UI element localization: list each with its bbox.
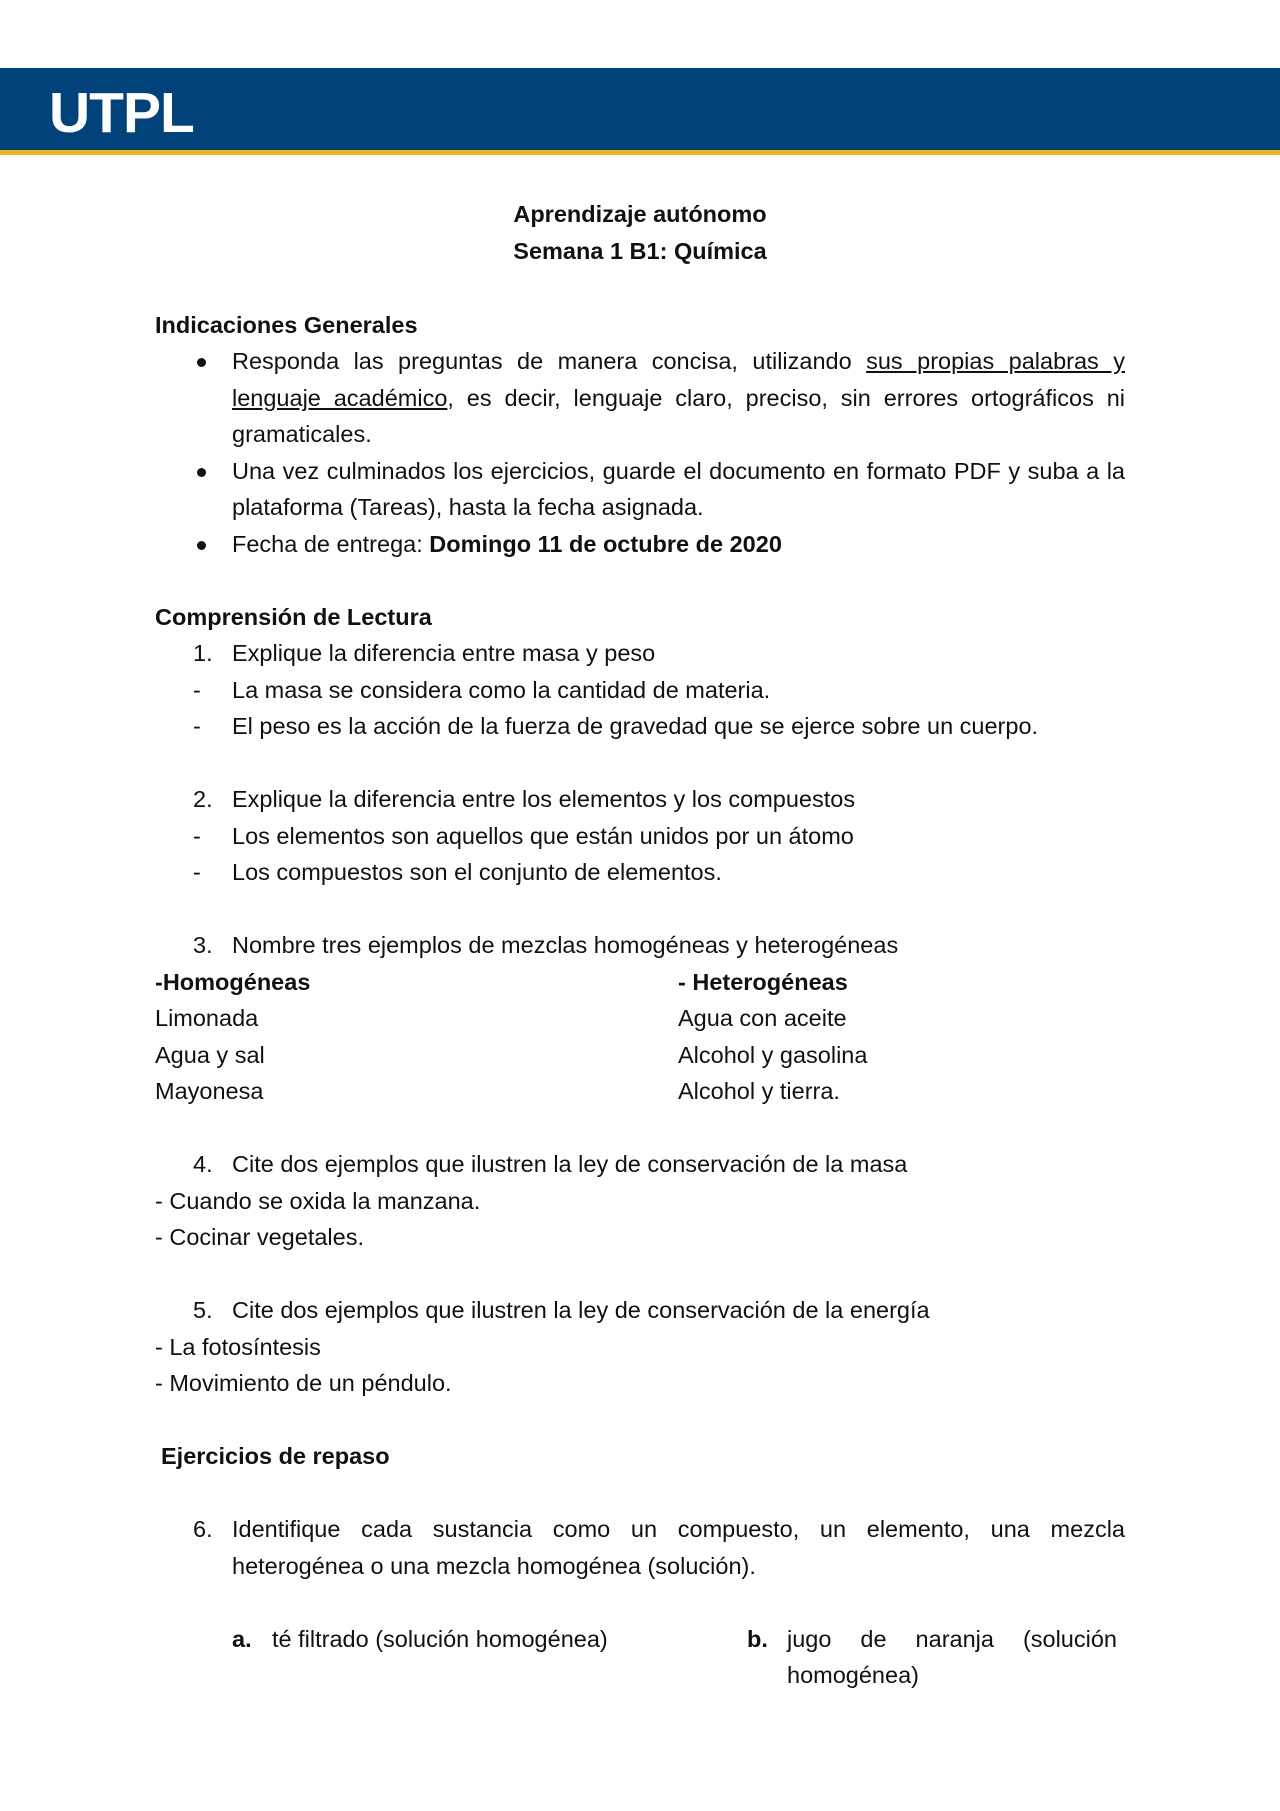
answer-line: - Los compuestos son el conjunto de elementos. [193,859,722,885]
underlined-text: sus propias palabras y lenguaje académico [232,348,1125,411]
comprension-heading: Comprensión de Lectura [155,603,432,630]
bullet-icon [197,468,206,477]
title-line-1: Aprendizaje autónomo [513,201,767,227]
question-1: 1. Explique la diferencia entre masa y peso [193,640,656,666]
answer-line: - La masa se considera como la cantidad de materia. [193,676,771,703]
mixtures-columns [155,964,1125,1110]
bullet-item: Fecha de entrega: Domingo 11 de octubre de 2020 [155,526,1125,563]
sub-item-a: a. té filtrado (solución homogénea) [232,1625,608,1652]
utpl-logo: UTPL [49,81,194,145]
answer-line: - El peso es la acción de la fuerza de gravedad que se ejerce sobre un cuerpo. [193,713,1039,739]
due-date: Domingo 11 de octubre de 2020 [429,530,782,557]
indicaciones-heading: Indicaciones Generales [155,311,418,338]
question-2: 2. Explique la diferencia entre los elementos y los compuestos [193,786,856,812]
heterogeneous-column: - Heterogéneas Agua con aceite Alcohol y gasolina Alcohol y tierra. [678,968,868,1104]
title-line-2: Semana 1 B1: Química [513,238,767,264]
answer-line: - La fotosíntesis [155,1333,321,1360]
bullet-item: Una vez culminados los ejercicios, guarde el documento en formato PDF y suba a la plataforma (Tareas), hasta la fecha asignada. [155,453,1125,526]
question-3: 3. Nombre tres ejemplos de mezclas homogéneas y heterogéneas [193,932,899,958]
question-5: 5. Cite dos ejemplos que ilustren la ley de conservación de la energía [193,1297,930,1323]
sub-item-b: b. jugo de naranja (solución homogénea) [747,1625,1117,1688]
answer-line: - Movimiento de un péndulo. [155,1370,452,1396]
question-4: 4. Cite dos ejemplos que ilustren la ley de conservación de la masa [193,1151,908,1177]
sub-items [232,1621,1125,1694]
homogeneous-column: -Homogéneas Limonada Agua y sal Mayonesa [155,968,311,1104]
answer-line: - Cuando se oxida la manzana. [155,1187,481,1214]
bullet-icon [197,358,206,367]
answer-line: - Los elementos son aquellos que están unidos por un átomo [193,822,854,849]
question-6: 6. Identifique cada sustancia como un compuesto, un elemento, una mezcla heterogénea o una mezcla homogénea (solución). [193,1516,1125,1579]
bullet-icon [197,541,206,550]
bullet-item: Responda las preguntas de manera concisa, utilizando sus propias palabras y lenguaje académico, es decir, lenguaje claro, preciso, sin errores ortográficos ni gramaticales. [155,343,1125,453]
repaso-heading: Ejercicios de repaso [161,1443,390,1469]
document-page [155,196,1125,1694]
answer-line: - Cocinar vegetales. [155,1224,364,1250]
header-band [0,68,1280,155]
